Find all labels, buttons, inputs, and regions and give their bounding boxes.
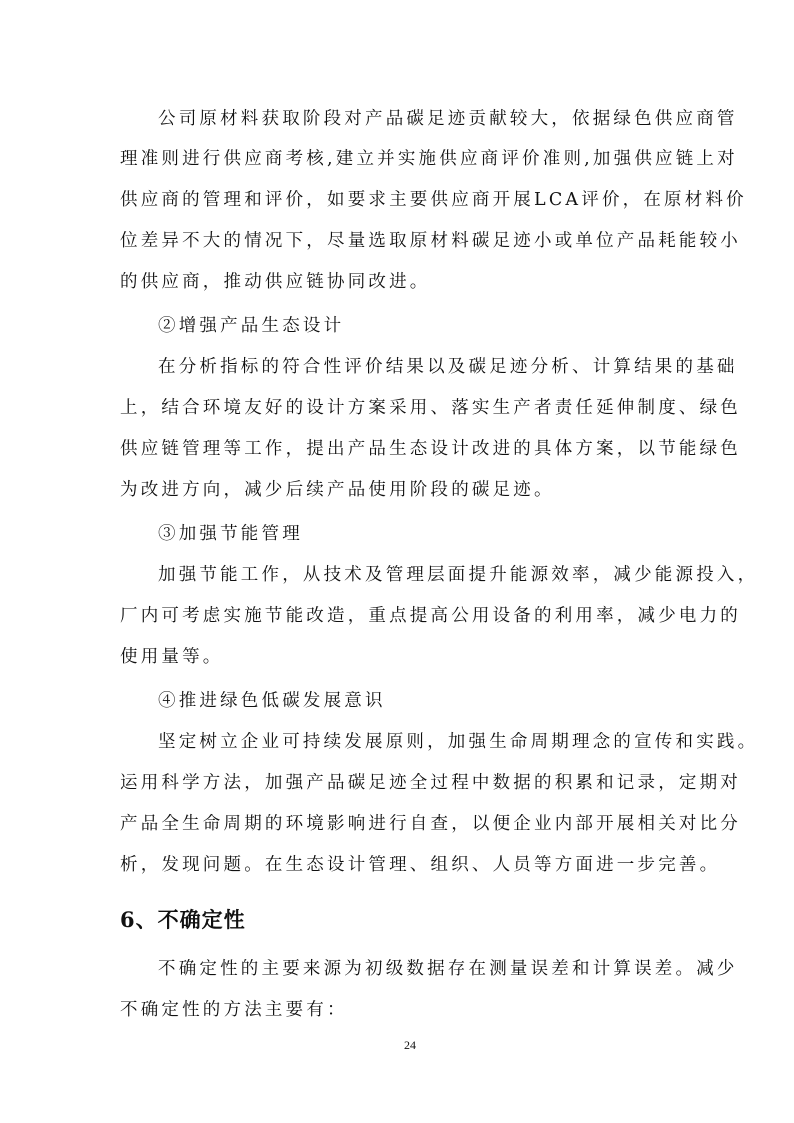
paragraph-line: 的供应商，推动供应链协同改进。 (120, 272, 431, 292)
paragraph-line: 位差异不大的情况下，尽量选取原材料碳足迹小或单位产品耗能较小 (120, 231, 741, 251)
paragraph-line: 不确定性的主要来源为初级数据存在测量误差和计算误差。减少 (158, 959, 738, 979)
paragraph-line: 加强节能工作，从技术及管理层面提升能源效率，减少能源投入， (158, 565, 759, 585)
paragraph-line: 为改进方向，减少后续产品使用阶段的碳足迹。 (120, 480, 555, 500)
paragraph-line: 坚定树立企业可持续发展原则，加强生命周期理念的宣传和实践。 (158, 732, 759, 752)
paragraph-line: 上，结合环境友好的设计方案采用、落实生产者责任延伸制度、绿色 (120, 398, 741, 418)
paragraph-line: 析，发现问题。在生态设计管理、组织、人员等方面进一步完善。 (120, 855, 721, 875)
paragraph-line: 不确定性的方法主要有： (120, 1000, 348, 1020)
paragraph-line: 在分析指标的符合性评价结果以及碳足迹分析、计算结果的基础 (158, 357, 738, 377)
paragraph-line: 厂内可考虑实施节能改造，重点提高公用设备的利用率，减少电力的 (120, 606, 741, 626)
paragraph-line: 理准则进行供应商考核,建立并实施供应商评价准则,加强供应链上对 (120, 149, 738, 169)
paragraph-line: 产品全生命周期的环境影响进行自查，以便企业内部开展相关对比分 (120, 814, 741, 834)
paragraph-line: 公司原材料获取阶段对产品碳足迹贡献较大，依据绿色供应商管 (158, 109, 738, 129)
paragraph-line: 运用科学方法，加强产品碳足迹全过程中数据的积累和记录，定期对 (120, 773, 741, 793)
page-number: 24 (404, 1038, 416, 1052)
subheading: ④推进绿色低碳发展意识 (158, 691, 386, 711)
paragraph-line: 供应链管理等工作，提出产品生态设计改进的具体方案，以节能绿色 (120, 439, 741, 459)
section-heading: 6、不确定性 (120, 907, 246, 932)
subheading: ③加强节能管理 (158, 524, 303, 544)
paragraph-line: 使用量等。 (120, 647, 224, 667)
subheading: ②增强产品生态设计 (158, 316, 345, 336)
paragraph-line: 供应商的管理和评价，如要求主要供应商开展LCA评价，在原材料价 (120, 190, 747, 210)
